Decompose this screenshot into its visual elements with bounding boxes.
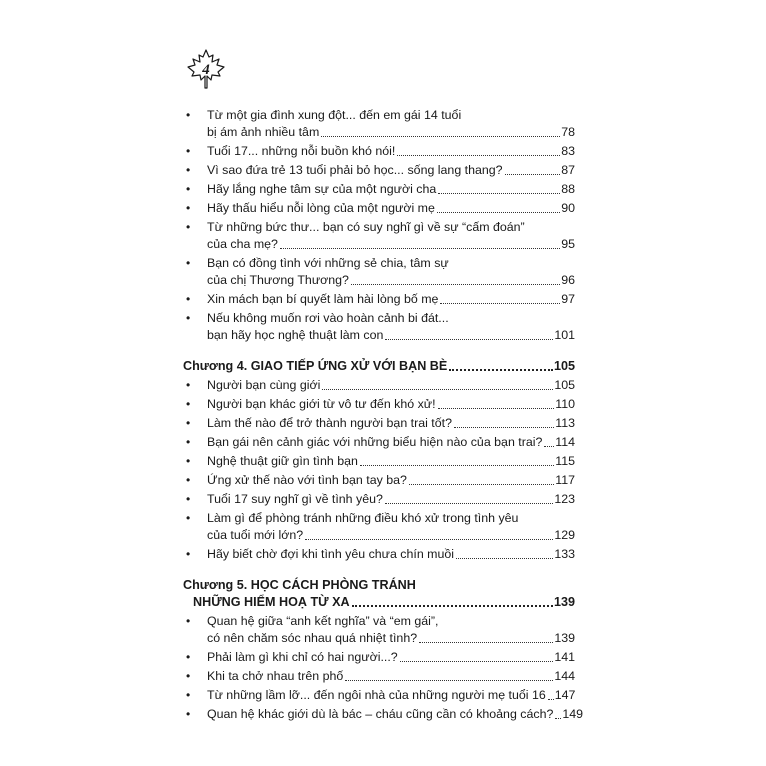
- toc-entry[interactable]: [183, 706, 584, 723]
- page-ref: 139: [553, 595, 575, 609]
- dot-leader: [385, 338, 553, 340]
- dot-leader: [505, 173, 561, 175]
- toc-line: [207, 527, 575, 544]
- dot-leader: [351, 283, 560, 285]
- toc-line: [207, 200, 575, 217]
- toc-line: [207, 613, 575, 630]
- toc-entry-text: NHỮNG HIỂM HOẠ TỪ XA: [193, 595, 350, 609]
- toc-line: [207, 649, 575, 666]
- page-ref: 101: [554, 328, 575, 342]
- toc-line: [207, 236, 575, 253]
- toc-entry[interactable]: [183, 255, 575, 289]
- toc-entry-text: Xin mách bạn bí quyết làm hài lòng bố mẹ: [207, 292, 439, 306]
- dot-leader: [438, 192, 560, 194]
- toc-entry-text: Chương 5. HỌC CÁCH PHÒNG TRÁNH: [183, 578, 416, 592]
- toc-entry-text: Chương 4. GIAO TIẾP ỨNG XỬ VỚI BẠN BÈ: [183, 359, 448, 373]
- toc-entry[interactable]: [183, 396, 575, 413]
- dot-leader: [385, 502, 553, 504]
- dot-leader: [400, 660, 554, 662]
- bullet-icon: •: [186, 614, 191, 628]
- bullet-icon: •: [186, 707, 191, 721]
- toc-entry[interactable]: [183, 377, 575, 394]
- dot-leader: [437, 211, 560, 213]
- toc-line: [207, 453, 575, 470]
- toc-entry[interactable]: [183, 200, 575, 217]
- toc-entry[interactable]: [183, 613, 575, 647]
- toc-entry[interactable]: [183, 491, 575, 508]
- dot-leader: [449, 368, 553, 371]
- toc-entry-text: của cha mẹ?: [207, 237, 278, 251]
- bullet-icon: •: [186, 182, 191, 196]
- toc-entry-text: của chị Thương Thương?: [207, 273, 349, 287]
- dot-leader: [440, 302, 560, 304]
- toc-entry-text: Làm gì để phòng tránh những điều khó xử trong tình yêu: [207, 511, 519, 525]
- bullet-icon: •: [186, 492, 191, 506]
- bullet-icon: •: [186, 473, 191, 487]
- toc-entry-text: Khi ta chở nhau trên phố: [207, 669, 344, 683]
- toc-entry-text: Tuổi 17... những nỗi buồn khó nói!: [207, 144, 396, 158]
- bullet-icon: •: [186, 144, 191, 158]
- page-ref: 139: [554, 631, 575, 645]
- toc-entry[interactable]: [183, 668, 575, 685]
- bullet-icon: •: [186, 688, 191, 702]
- toc-entry-text: có nên chăm sóc nhau quá nhiệt tình?: [207, 631, 418, 645]
- bullet-icon: •: [186, 108, 191, 122]
- bullet-icon: •: [186, 397, 191, 411]
- toc-entry[interactable]: [183, 107, 575, 141]
- toc-entry-text: Hãy lắng nghe tâm sự của một người cha: [207, 182, 437, 196]
- dot-leader: [305, 538, 553, 540]
- toc-line: [207, 687, 575, 704]
- toc-line: [183, 577, 575, 594]
- toc-line: [207, 255, 575, 272]
- dot-leader: [419, 641, 553, 643]
- dot-leader: [544, 445, 554, 447]
- toc-entry[interactable]: [183, 687, 575, 704]
- toc-entry[interactable]: [183, 415, 575, 432]
- page-ref: 87: [561, 163, 575, 177]
- dot-leader: [360, 464, 554, 466]
- entry-spacer: [183, 563, 575, 565]
- toc-entry[interactable]: [183, 181, 575, 198]
- page-ref: 115: [555, 454, 575, 468]
- toc-entry-text: của tuổi mới lớn?: [207, 528, 304, 542]
- toc-line: [207, 291, 575, 308]
- bullet-icon: •: [186, 163, 191, 177]
- page-ref: 147: [554, 688, 576, 702]
- toc-line: [207, 415, 575, 432]
- dot-leader: [555, 717, 561, 719]
- chapter-heading[interactable]: [183, 358, 575, 375]
- page-ref: 123: [554, 492, 575, 506]
- toc-entry[interactable]: [183, 291, 575, 308]
- toc-line: [207, 472, 575, 489]
- dot-leader: [456, 557, 553, 559]
- toc-entry-text: Quan hệ giữa “anh kết nghĩa” và “em gái”,: [207, 614, 439, 628]
- toc-entry[interactable]: [183, 162, 575, 179]
- toc-entry-text: Nghệ thuật giữ gìn tình bạn: [207, 454, 358, 468]
- bullet-icon: •: [186, 416, 191, 430]
- table-of-contents: [183, 107, 584, 725]
- page-ref: 88: [561, 182, 575, 196]
- dot-leader: [454, 426, 554, 428]
- toc-line: [207, 630, 575, 647]
- dot-leader: [345, 679, 553, 681]
- chapter-heading[interactable]: [183, 577, 575, 611]
- toc-entry-text: Hãy thấu hiểu nỗi lòng của một người mẹ: [207, 201, 435, 215]
- bullet-icon: •: [186, 201, 191, 215]
- toc-entry-text: Ứng xử thế nào với tình bạn tay ba?: [207, 473, 407, 487]
- page-ref: 78: [561, 125, 575, 139]
- page-ref: 144: [554, 669, 575, 683]
- toc-line: [207, 377, 575, 394]
- page-ref: 129: [554, 528, 575, 542]
- bullet-icon: •: [186, 292, 191, 306]
- toc-line: [207, 706, 584, 723]
- page-ref: 90: [561, 201, 575, 215]
- toc-line: [207, 143, 575, 160]
- toc-line: [207, 434, 575, 451]
- page-ref: 113: [555, 416, 575, 430]
- toc-entry-text: Nếu không muốn rơi vào hoàn cảnh bi đát...: [207, 311, 449, 325]
- toc-entry[interactable]: [183, 453, 575, 470]
- toc-line: [207, 181, 575, 198]
- page-ref: 95: [561, 237, 575, 251]
- toc-entry[interactable]: [183, 310, 575, 344]
- toc-entry-text: Vì sao đứa trẻ 13 tuổi phải bỏ học... sống lang thang?: [207, 163, 503, 177]
- toc-entry-text: Từ những lầm lỡ... đến ngôi nhà của những người mẹ tuổi 16: [207, 688, 546, 702]
- page-ref: 96: [561, 273, 575, 287]
- entry-spacer: [183, 344, 575, 346]
- bullet-icon: •: [186, 511, 191, 525]
- toc-entry-text: bạn hãy học nghệ thuật làm con: [207, 328, 384, 342]
- toc-entry-text: Phải làm gì khi chỉ có hai người...?: [207, 650, 398, 664]
- page-ref: 105: [554, 378, 575, 392]
- toc-entry-text: Quan hệ khác giới dù là bác – cháu cũng cần có khoảng cách?: [207, 707, 554, 721]
- bullet-icon: •: [186, 378, 191, 392]
- toc-entry-text: Tuổi 17 suy nghĩ gì về tình yêu?: [207, 492, 383, 506]
- page-number: 4: [202, 62, 210, 78]
- toc-line: [207, 327, 575, 344]
- toc-entry-text: Từ một gia đình xung đột... đến em gái 14 tuổi: [207, 108, 462, 122]
- toc-line: [207, 491, 575, 508]
- toc-line: [207, 668, 575, 685]
- bullet-icon: •: [186, 454, 191, 468]
- toc-line: [207, 162, 575, 179]
- toc-entry[interactable]: [183, 546, 575, 563]
- toc-entry-text: Hãy biết chờ đợi khi tình yêu chưa chín muồi: [207, 547, 455, 561]
- toc-entry[interactable]: [183, 434, 575, 451]
- toc-line: [207, 510, 575, 527]
- page-ref: 141: [554, 650, 575, 664]
- toc-line: [207, 310, 575, 327]
- dot-leader: [438, 407, 555, 409]
- toc-entry-text: Bạn có đồng tình với những sẻ chia, tâm sự: [207, 256, 449, 270]
- toc-entry-text: Bạn gái nên cảnh giác với những biểu hiện nào của bạn trai?: [207, 435, 543, 449]
- toc-line: [207, 396, 575, 413]
- page-ref: 105: [553, 359, 575, 373]
- toc-entry-text: Từ những bức thư... bạn có suy nghĩ gì về sự “cấm đoán”: [207, 220, 525, 234]
- toc-line: [183, 358, 575, 375]
- toc-line: [183, 594, 575, 611]
- dot-leader: [548, 698, 554, 700]
- dot-leader: [409, 483, 554, 485]
- toc-entry-text: Làm thế nào để trở thành người bạn trai tốt?: [207, 416, 452, 430]
- toc-entry[interactable]: [183, 649, 575, 666]
- bullet-icon: •: [186, 220, 191, 234]
- bullet-icon: •: [186, 669, 191, 683]
- page-ref: 110: [555, 397, 575, 411]
- toc-line: [207, 272, 575, 289]
- toc-line: [207, 124, 575, 141]
- toc-line: [207, 546, 575, 563]
- bullet-icon: •: [186, 311, 191, 325]
- entry-spacer: [183, 723, 575, 725]
- bullet-icon: •: [186, 256, 191, 270]
- dot-leader: [280, 247, 560, 249]
- toc-entry[interactable]: [183, 143, 575, 160]
- dot-leader: [352, 604, 553, 607]
- page-ref: 83: [561, 144, 575, 158]
- toc-entry-text: Người bạn khác giới từ vô tư đến khó xử!: [207, 397, 436, 411]
- toc-line: [207, 107, 575, 124]
- dot-leader: [321, 135, 560, 137]
- toc-entry[interactable]: [183, 472, 575, 489]
- page-ref: 149: [562, 707, 584, 721]
- bullet-icon: •: [186, 650, 191, 664]
- toc-entry-text: bị ám ảnh nhiều tâm: [207, 125, 320, 139]
- page-ref: 97: [561, 292, 575, 306]
- toc-line: [207, 219, 575, 236]
- bullet-icon: •: [186, 435, 191, 449]
- dot-leader: [397, 154, 560, 156]
- page-ref: 133: [554, 547, 575, 561]
- page-ref: 117: [555, 473, 575, 487]
- toc-entry[interactable]: [183, 219, 575, 253]
- bullet-icon: •: [186, 547, 191, 561]
- toc-entry-text: Người bạn cùng giới: [207, 378, 321, 392]
- dot-leader: [322, 388, 553, 390]
- page-ref: 114: [555, 435, 575, 449]
- toc-entry[interactable]: [183, 510, 575, 544]
